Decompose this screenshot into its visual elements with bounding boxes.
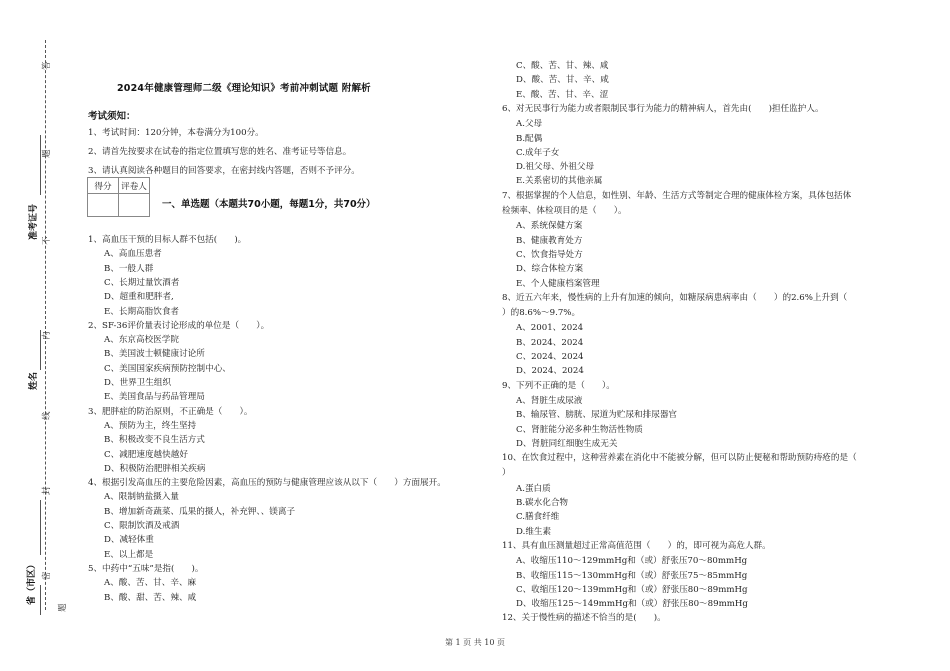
answer-option: E、美国食品与药品管理局 — [104, 392, 205, 403]
answer-option: B、一般人群 — [104, 263, 154, 274]
notice-heading: 考试须知： — [88, 111, 136, 122]
answer-option: A、高血压患者 — [104, 249, 162, 260]
question-text-cont: ）的8.6%～9.7%。 — [502, 308, 581, 319]
answer-option: D、2024、2024 — [516, 366, 584, 377]
score-table — [87, 177, 150, 217]
answer-option: D.祖父母、外祖父母 — [516, 162, 595, 173]
score-header: 得分 — [88, 178, 119, 194]
feng-line — [40, 500, 41, 555]
answer-option: B、积极改变不良生活方式 — [104, 435, 205, 446]
seal-dashed-line — [45, 40, 46, 610]
question-text: 6、对无民事行为能力或者限制民事行为能力的精神病人，首先由( )担任监护人。 — [502, 103, 824, 114]
question-text: 10、在饮食过程中，这种营养素在消化中不能被分解，但可以防止便秘和帮助预防痔疮的是（ — [502, 453, 857, 464]
question-text: 8、近五六年来，慢性病的上升有加速的倾向，如糖尿病患病率由（ ）的2.6%上升到（ — [502, 292, 848, 303]
answer-option: D、超重和肥胖者, — [104, 292, 174, 303]
answer-option: A、收缩压110～129mmHg和（或）舒张压70～80mmHg — [516, 556, 748, 567]
answer-option: D、减轻体重 — [104, 535, 154, 546]
question-text: 2、SF-36评价量表讨论形成的单位是（ ）。 — [88, 320, 270, 331]
question-text: 4、根据引发高血压的主要危险因素，高血压的预防与健康管理应该从以下（ ）方面展开。 — [88, 478, 446, 489]
binding-char-nei: 内 — [42, 331, 52, 340]
answer-option: E、酸、苦、甘、辛、涩 — [516, 89, 609, 100]
province-line — [40, 585, 41, 615]
binding-char-bottom: 题 — [58, 603, 68, 612]
answer-option: C、长期过量饮酒者 — [104, 277, 180, 288]
notice-item: 3、请认真阅读各种题目的回答要求，在密封线内答题，否则不予评分。 — [88, 166, 360, 176]
binding-char-feng: 封 — [42, 486, 52, 495]
question-text: 3、肥胖症的防治原则，不正确是（ ）。 — [88, 406, 253, 417]
answer-option: E、个人健康档案管理 — [516, 278, 600, 289]
answer-option: D、积极防治肥胖相关疾病 — [104, 463, 206, 474]
answer-option: D、肾脏同红细胞生成无关 — [516, 438, 618, 449]
exam-title: 2024年健康管理师二级《理论知识》考前冲刺试题 附解析 — [117, 83, 371, 94]
answer-option: B、酸、甜、苦、辣、咸 — [104, 592, 197, 603]
answer-option: A、2001、2024 — [516, 323, 584, 334]
binding-char-no: 不 — [42, 236, 52, 245]
answer-option: C、减肥速度越快越好 — [104, 449, 188, 460]
answer-option: B、2024、2024 — [516, 337, 584, 348]
name-line — [40, 330, 41, 370]
answer-option: C.膳食纤维 — [516, 512, 560, 523]
question-text: 1、高血压干预的目标人群不包括( )。 — [88, 235, 247, 245]
notice-item: 1、考试时间：120分钟，本卷满分为100分。 — [88, 128, 264, 138]
page-footer: 第 1 页 共 10 页 — [445, 638, 505, 647]
binding-char-q: 题 — [42, 149, 52, 158]
section-title: 一、单选题（本题共70小题，每题1分，共70分） — [162, 199, 376, 210]
question-text: 7、根据掌握的个人信息，如性别、年龄、生活方式等制定合理的健康体检方案，具体包括体 — [502, 190, 852, 201]
grader-header: 评卷人 — [119, 178, 150, 194]
question-text-cont: ） — [502, 468, 511, 479]
exam-id-line — [40, 135, 41, 195]
answer-option: B、健康教育处方 — [516, 235, 583, 246]
answer-option: A.父母 — [516, 119, 543, 130]
question-text: 5、中药中“五味”是指( )。 — [88, 563, 204, 574]
province-label: 省（市区） — [27, 559, 37, 605]
answer-option: B、美国波士顿健康讨论所 — [104, 349, 205, 360]
answer-option: B、增加新奇蔬菜、瓜果的摄人，补充钾、、镁离子 — [104, 506, 296, 517]
answer-option: A、东京高校医学院 — [104, 335, 179, 346]
answer-option: B.配偶 — [516, 133, 543, 144]
answer-option: C.成年子女 — [516, 147, 560, 158]
question-text: 11、具有血压测量超过正常高值范围（ ）的，即可视为高危人群。 — [502, 540, 771, 551]
answer-option: D、世界卫生组织 — [104, 378, 172, 388]
answer-option: B、收缩压115～130mmHg和（或）舒张压75～85mmHg — [516, 570, 748, 581]
question-text: 9、下列不正确的是（ ）。 — [502, 380, 615, 391]
binding-char-top: 答 — [42, 61, 52, 70]
answer-option: C、美国国家疾病预防控制中心、 — [104, 363, 231, 374]
answer-option: E.关系密切的其他亲属 — [516, 176, 603, 187]
answer-option: D、综合体检方案 — [516, 264, 584, 275]
answer-option: A、肾脏生成尿液 — [516, 395, 583, 406]
grader-cell[interactable] — [119, 194, 150, 217]
answer-option: C、酸、苦、甘、辣、咸 — [516, 61, 609, 71]
answer-option: C、收缩压120～139mmHg和（或）舒张压80～89mmHg — [516, 584, 748, 595]
binding-margin — [0, 0, 80, 671]
answer-option: A、酸、苦、甘、辛、麻 — [104, 578, 197, 589]
answer-option: C、肾脏能分泌多种生物活性物质 — [516, 424, 643, 435]
answer-option: D、酸、苦、甘、辛、咸 — [516, 75, 609, 86]
binding-char-xian: 线 — [42, 411, 52, 420]
answer-option: B、输尿管、膀胱、尿道为贮尿和排尿器官 — [516, 410, 678, 421]
answer-option: B.碳水化合物 — [516, 498, 569, 508]
answer-option: C、2024、2024 — [516, 352, 584, 362]
answer-option: A.蛋白质 — [516, 483, 551, 494]
answer-option: A、限制钠盐摄入量 — [104, 492, 179, 503]
binding-char-mi: 密 — [42, 571, 52, 580]
answer-option: C、饮食指导处方 — [516, 249, 583, 260]
answer-option: D、收缩压125～149mmHg和（或）舒张压80～89mmHg — [516, 599, 748, 610]
exam-id-label: 准考证号 — [29, 203, 39, 240]
answer-option: C、限制饮酒及戒酒 — [104, 521, 180, 531]
name-label: 姓名 — [29, 371, 39, 390]
question-text-cont: 检频率、体检项目的是（ ）。 — [502, 206, 627, 216]
answer-option: D.维生素 — [516, 526, 552, 537]
answer-option: A、预防为主，终生坚持 — [104, 420, 197, 431]
notice-item: 2、请首先按要求在试卷的指定位置填写您的姓名、准考证号等信息。 — [88, 147, 352, 157]
answer-option: E、以上都是 — [104, 549, 154, 560]
answer-option: E、长期高脂饮食者 — [104, 306, 180, 317]
answer-option: A、系统保健方案 — [516, 221, 583, 232]
score-cell[interactable] — [88, 194, 119, 217]
question-text: 12、关于慢性病的描述不恰当的是( )。 — [502, 613, 666, 624]
